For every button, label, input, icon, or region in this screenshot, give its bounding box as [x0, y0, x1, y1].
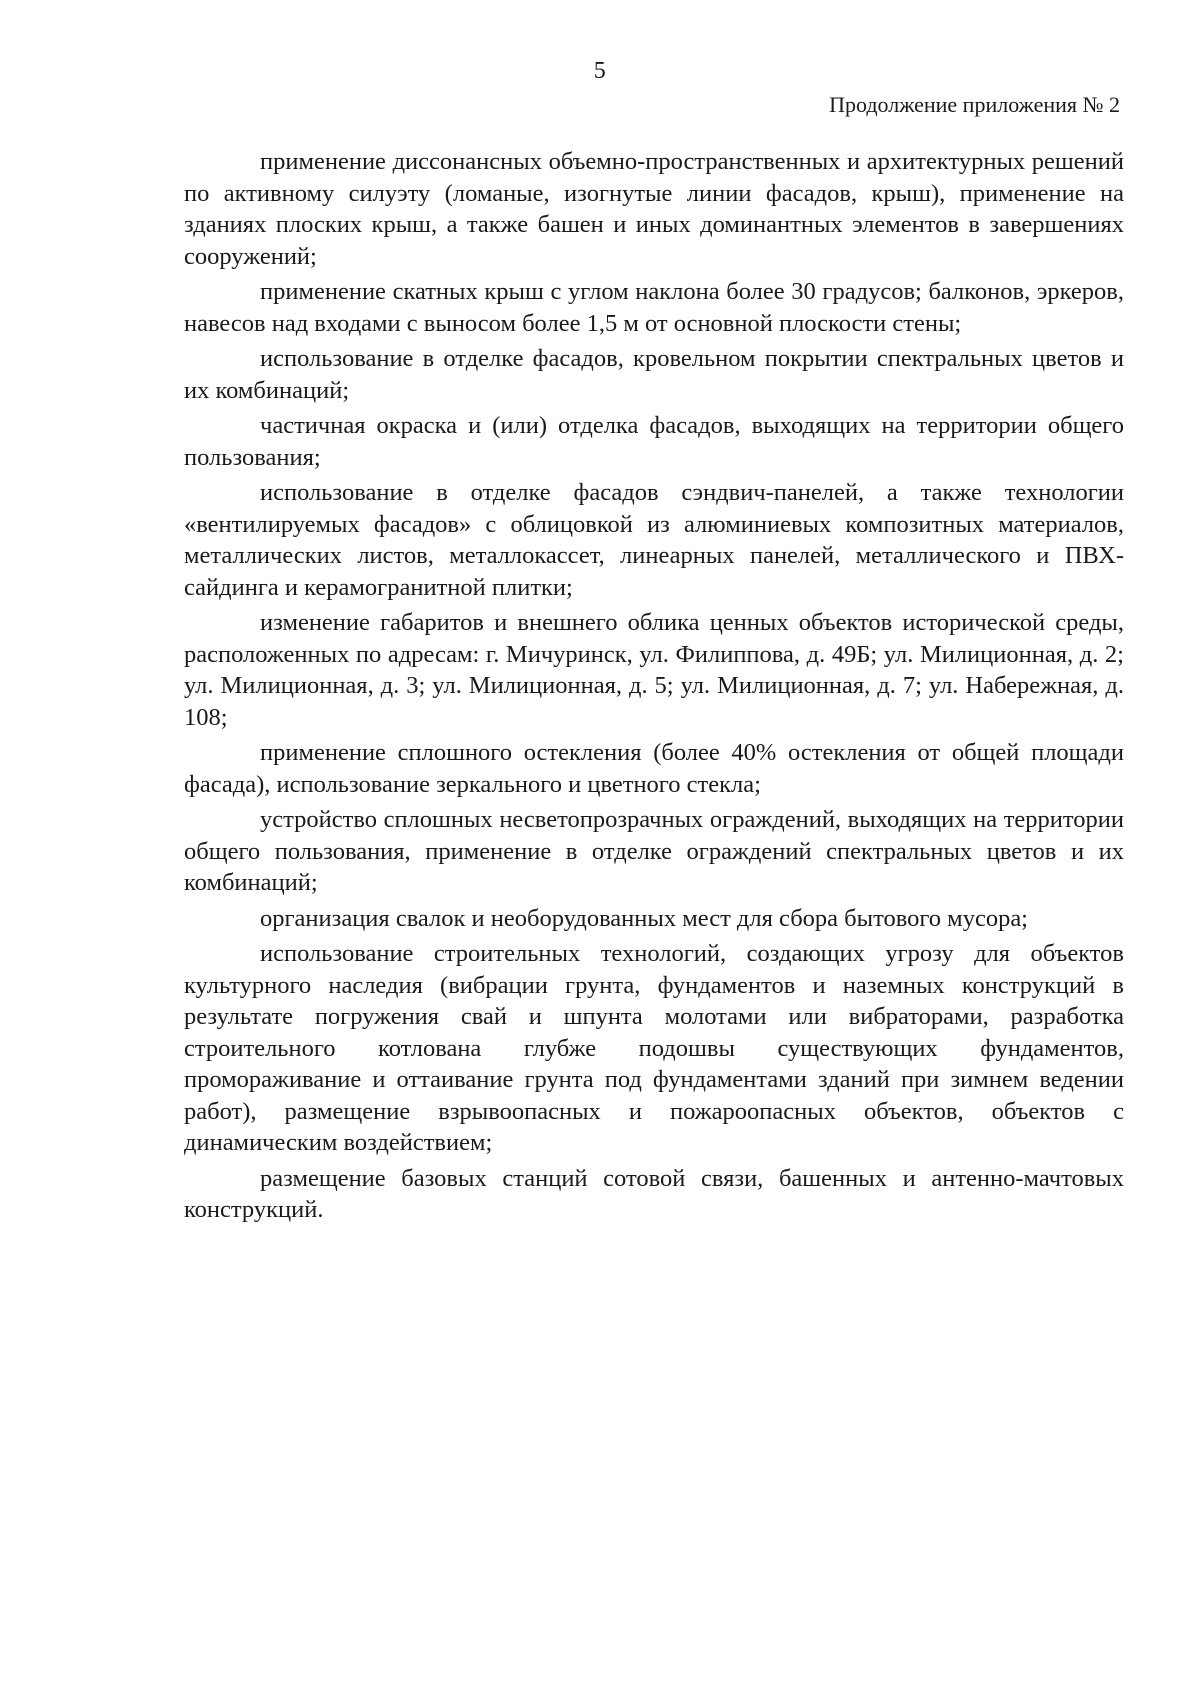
paragraph-glazing: применение сплошного остекления (более 40% остекления от общей площади фасада), использование зеркального и цветного стекла; — [184, 739, 1124, 798]
page-number: 5 — [593, 58, 607, 84]
paragraph-sandwich-panels: использование в отделке фасадов сэндвич-панелей, а также технологии «вентилируемых фасадов» с облицовкой из алюминиевых композитных материалов, металлических листов, металлокассет, линеарных панелей, металлического и ПВХ-сайдинга и керамогранитной плитки; — [184, 479, 1124, 601]
paragraph-dissonant-solutions: применение диссонансных объемно-пространственных и архитектурных решений по активному силуэту (ломаные, изогнутые линии фасадов, крыш), применение на зданиях плоских крыш, а также башен и иных доминантных элементов в завершениях сооружений; — [184, 148, 1124, 270]
paragraph-pitched-roofs: применение скатных крыш с углом наклона более 30 градусов; балконов, эркеров, навесов над входами с выносом более 1,5 м от основной плоскости стены; — [184, 278, 1124, 337]
document-body — [184, 146, 1124, 1230]
paragraph-partial-painting: частичная окраска и (или) отделка фасадов, выходящих на территории общего пользования; — [184, 412, 1124, 471]
paragraph-historic-objects: изменение габаритов и внешнего облика ценных объектов исторической среды, расположенных по адресам: г. Мичуринск, ул. Филиппова, д. 49Б; ул. Милиционная, д. 2; ул. Милиционная, д. 3; ул. Милиционная, д. 5; ул. Милиционная, д. 7; ул. Набережная, д. 108; — [184, 609, 1124, 731]
paragraph-construction-technologies: использование строительных технологий, создающих угрозу для объектов культурного наследия (вибрации грунта, фундаментов и наземных конструкций в результате погружения свай и шпунта молотами или вибраторами, разработка строительного котлована глубже подошвы существующих фундаментов, промораживание и оттаивание грунта под фундаментами зданий при зимнем ведении работ), размещение взрывоопасных и пожароопасных объектов, объектов с динамическим воздействием; — [184, 940, 1124, 1156]
paragraph-spectral-colors: использование в отделке фасадов, кровельном покрытии спектральных цветов и их комбинаций; — [184, 345, 1124, 404]
paragraph-fences: устройство сплошных несветопрозрачных ограждений, выходящих на территории общего пользования, применение в отделке ограждений спектральных цветов и их комбинаций; — [184, 806, 1124, 896]
paragraph-cell-stations: размещение базовых станций сотовой связи, башенных и антенно-мачтовых конструкций. — [184, 1164, 1124, 1223]
paragraph-dumps: организация свалок и необорудованных мест для сбора бытового мусора; — [260, 904, 1028, 932]
appendix-continuation-note: Продолжение приложения № 2 — [829, 92, 1120, 117]
